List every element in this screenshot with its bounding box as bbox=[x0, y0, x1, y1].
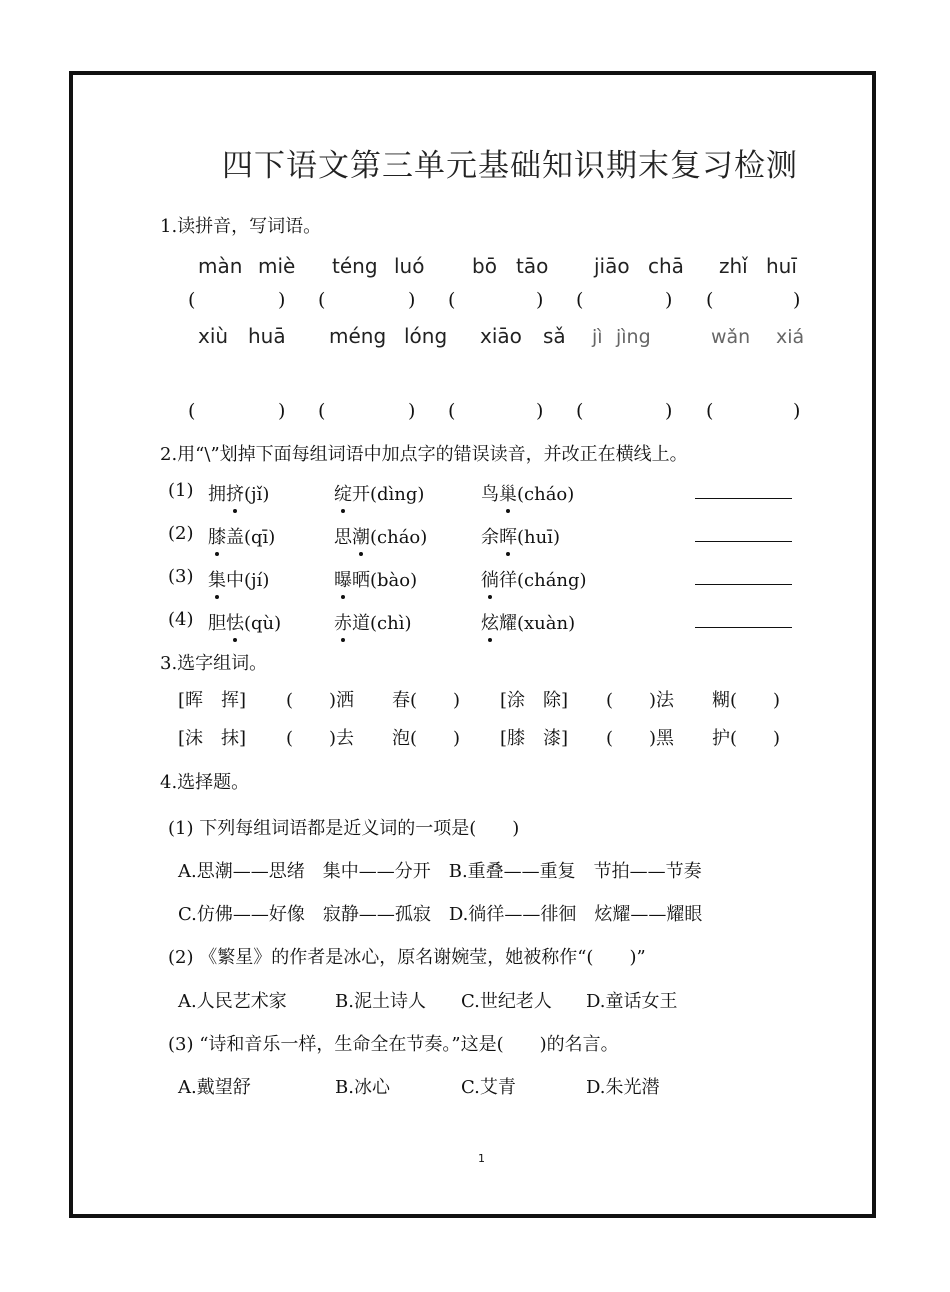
pinyin: huā bbox=[248, 324, 286, 348]
close-paren: ) bbox=[278, 400, 286, 422]
pinyin: xiù bbox=[198, 324, 229, 348]
word-pair: 集中(jí) bbox=[208, 566, 269, 592]
option-a[interactable]: A.人民艺术家 bbox=[178, 991, 287, 1012]
char-choice: [涂 除] bbox=[500, 690, 569, 711]
pinyin: màn bbox=[198, 254, 243, 278]
fill-blank[interactable]: 护( ) bbox=[712, 728, 781, 749]
item-number: (1) bbox=[168, 480, 194, 501]
fill-blank[interactable]: 春( ) bbox=[392, 690, 461, 711]
close-paren: ) bbox=[408, 289, 416, 311]
close-paren: ) bbox=[536, 289, 544, 311]
word-pair: 拥挤(jǐ) bbox=[208, 480, 269, 506]
pinyin: huī bbox=[766, 254, 797, 278]
word-pair: 膝盖(qī) bbox=[208, 523, 275, 549]
answer-blank[interactable] bbox=[695, 627, 792, 628]
close-paren: ) bbox=[793, 289, 801, 311]
word-pair: 思潮(cháo) bbox=[334, 523, 427, 549]
q4-sub3-question: (3) “诗和音乐一样，生命全在节奏。”这是( )的名言。 bbox=[168, 1034, 619, 1055]
char-choice: [膝 漆] bbox=[500, 728, 569, 749]
open-paren: ( bbox=[318, 289, 326, 311]
char-choice: [沫 抹] bbox=[178, 728, 247, 749]
item-number: (4) bbox=[168, 609, 194, 630]
answer-blank[interactable] bbox=[695, 498, 792, 499]
open-paren: ( bbox=[448, 289, 456, 311]
answer-blank[interactable] bbox=[695, 541, 792, 542]
pinyin: tāo bbox=[516, 254, 549, 278]
close-paren: ) bbox=[665, 289, 673, 311]
page-title: 四下语文第三单元基础知识期末复习检测 bbox=[222, 148, 798, 184]
fill-blank[interactable]: 泡( ) bbox=[392, 728, 461, 749]
option-c[interactable]: C.艾青 bbox=[461, 1077, 516, 1098]
pinyin: zhǐ bbox=[719, 254, 748, 278]
open-paren: ( bbox=[188, 400, 196, 422]
open-paren: ( bbox=[576, 289, 584, 311]
q4-sub1-options-cd[interactable]: C.仿佛——好像 寂静——孤寂 D.徜徉——徘徊 炫耀——耀眼 bbox=[178, 904, 703, 925]
option-d[interactable]: D.童话女王 bbox=[586, 991, 678, 1012]
pinyin: lóng bbox=[404, 324, 448, 348]
pinyin: bō bbox=[472, 254, 497, 278]
open-paren: ( bbox=[706, 400, 714, 422]
open-paren: ( bbox=[448, 400, 456, 422]
pinyin: chā bbox=[648, 254, 684, 278]
pinyin: jiāo bbox=[594, 254, 630, 278]
open-paren: ( bbox=[318, 400, 326, 422]
close-paren: ) bbox=[665, 400, 673, 422]
char-choice: [晖 挥] bbox=[178, 690, 247, 711]
word-pair: 曝晒(bào) bbox=[334, 566, 417, 592]
close-paren: ) bbox=[793, 400, 801, 422]
word-pair: 胆怯(qù) bbox=[208, 609, 281, 635]
word-pair: 赤道(chì) bbox=[334, 609, 411, 635]
pinyin: sǎ bbox=[543, 324, 566, 348]
option-b[interactable]: B.泥土诗人 bbox=[335, 991, 426, 1012]
pinyin: méng bbox=[329, 324, 387, 348]
close-paren: ) bbox=[278, 289, 286, 311]
fill-blank[interactable]: ( )洒 bbox=[286, 690, 355, 711]
fill-blank[interactable]: ( )去 bbox=[286, 728, 355, 749]
word-pair: 余晖(huī) bbox=[481, 523, 560, 549]
q4-sub1-options-ab[interactable]: A.思潮——思绪 集中——分开 B.重叠——重复 节拍——节奏 bbox=[178, 861, 702, 882]
pinyin: luó bbox=[394, 254, 425, 278]
open-paren: ( bbox=[576, 400, 584, 422]
close-paren: ) bbox=[408, 400, 416, 422]
answer-blank[interactable] bbox=[695, 584, 792, 585]
option-d[interactable]: D.朱光潜 bbox=[586, 1077, 660, 1098]
word-pair: 炫耀(xuàn) bbox=[481, 609, 575, 635]
fill-blank[interactable]: ( )黑 bbox=[606, 728, 675, 749]
fill-blank[interactable]: 糊( ) bbox=[712, 690, 781, 711]
open-paren: ( bbox=[706, 289, 714, 311]
option-b[interactable]: B.冰心 bbox=[335, 1077, 390, 1098]
word-pair: 绽开(dìng) bbox=[334, 480, 424, 506]
pinyin: téng bbox=[332, 254, 378, 278]
word-pair: 鸟巢(cháo) bbox=[481, 480, 574, 506]
fill-blank[interactable]: ( )法 bbox=[606, 690, 675, 711]
item-number: (3) bbox=[168, 566, 194, 587]
page-number: 1 bbox=[478, 1152, 485, 1165]
q1-heading: 1.读拼音，写词语。 bbox=[160, 216, 322, 237]
q2-heading: 2.用“\”划掉下面每组词语中加点字的错误读音，并改正在横线上。 bbox=[160, 444, 688, 465]
pinyin: xiá bbox=[776, 326, 805, 348]
pinyin: miè bbox=[258, 254, 296, 278]
item-number: (2) bbox=[168, 523, 194, 544]
pinyin: jìng bbox=[616, 326, 651, 348]
option-c[interactable]: C.世纪老人 bbox=[461, 991, 552, 1012]
pinyin: jì bbox=[592, 326, 603, 348]
pinyin: wǎn bbox=[711, 326, 751, 348]
q4-heading: 4.选择题。 bbox=[160, 772, 250, 793]
q3-heading: 3.选字组词。 bbox=[160, 653, 268, 674]
option-a[interactable]: A.戴望舒 bbox=[178, 1077, 251, 1098]
q4-sub1-question: (1) 下列每组词语都是近义词的一项是( ) bbox=[168, 818, 520, 839]
pinyin: xiāo bbox=[480, 324, 522, 348]
q4-sub2-question: (2) 《繁星》的作者是冰心，原名谢婉莹，她被称作“( )” bbox=[168, 947, 646, 968]
open-paren: ( bbox=[188, 289, 196, 311]
word-pair: 徜徉(cháng) bbox=[481, 566, 587, 592]
close-paren: ) bbox=[536, 400, 544, 422]
